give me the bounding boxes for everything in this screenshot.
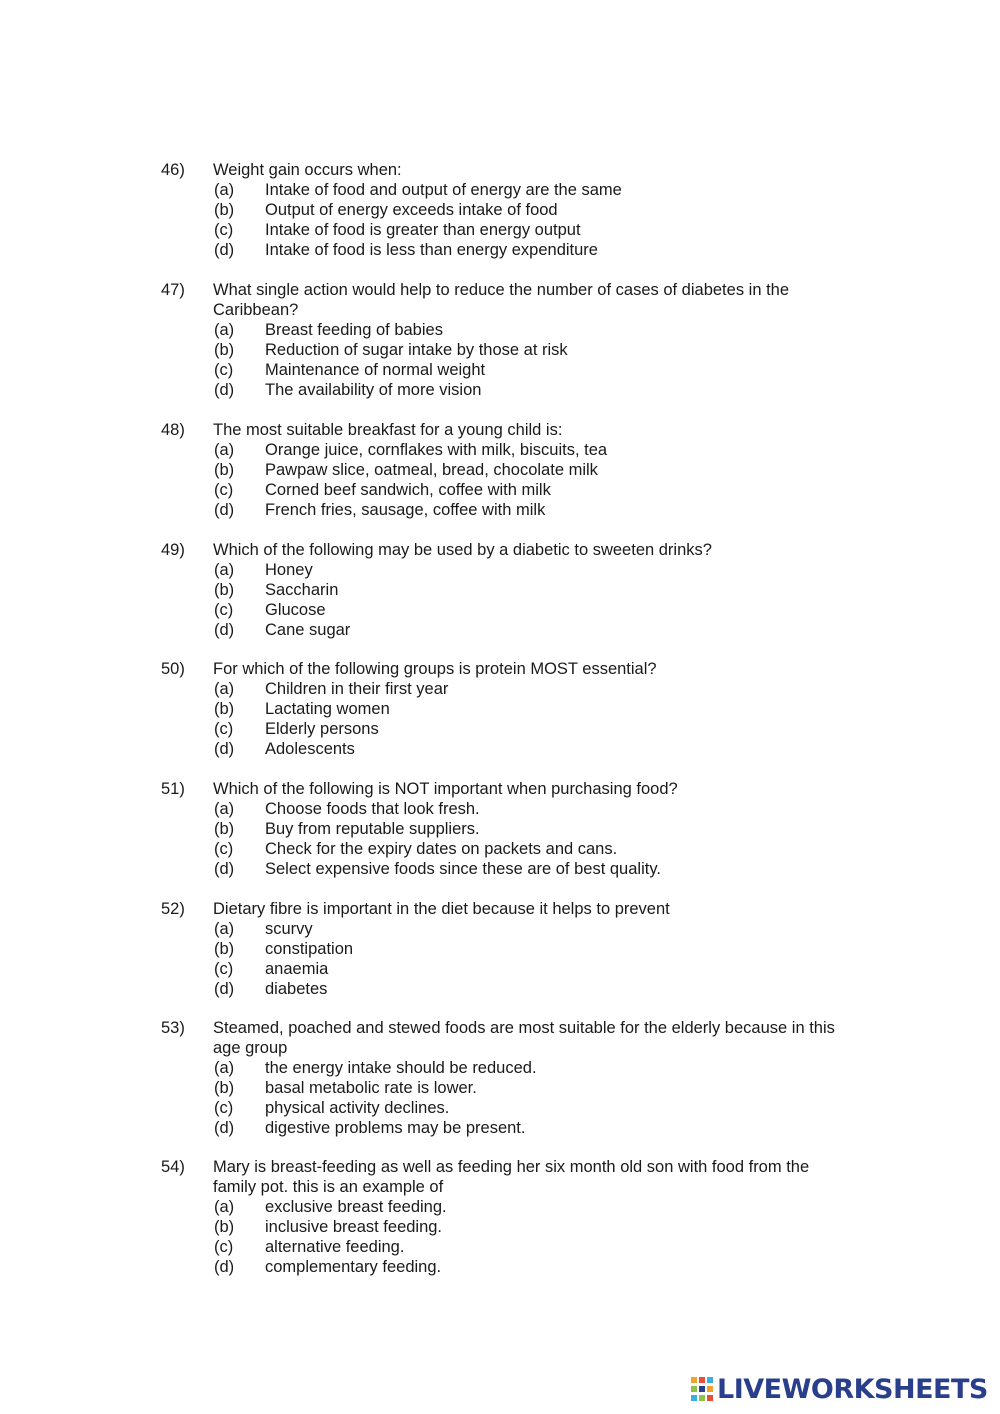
option-letter: (c) — [214, 481, 234, 499]
option-text: Check for the expiry dates on packets and cans. — [265, 840, 618, 858]
option-letter: (b) — [214, 1218, 235, 1236]
option-text: Breast feeding of babies — [265, 321, 443, 339]
question-number: 54) — [161, 1158, 185, 1176]
option-text: French fries, sausage, coffee with milk — [265, 501, 546, 519]
option-letter: (a) — [214, 181, 235, 199]
option-d[interactable] — [0, 620, 1000, 640]
question-stem: Steamed, poached and stewed foods are most suitable for the elderly because in this age group — [213, 1019, 835, 1057]
option-b[interactable] — [0, 939, 1000, 959]
option-d[interactable] — [0, 1118, 1000, 1138]
option-text: Maintenance of normal weight — [265, 361, 486, 379]
option-text: Lactating women — [265, 700, 390, 718]
option-letter: (a) — [214, 1059, 235, 1077]
liveworksheets-branding[interactable] — [691, 1373, 991, 1407]
option-letter: (d) — [214, 1119, 235, 1137]
option-d[interactable] — [0, 240, 1000, 260]
option-text: scurvy — [265, 920, 313, 938]
option-a[interactable] — [0, 1058, 1000, 1078]
option-text: Intake of food and output of energy are the same — [265, 181, 622, 199]
option-b[interactable] — [0, 1078, 1000, 1098]
option-c[interactable] — [0, 600, 1000, 620]
option-letter: (a) — [214, 561, 235, 579]
option-b[interactable] — [0, 1217, 1000, 1237]
brand-name: LIVEWORKSHEETS — [717, 1374, 988, 1405]
option-letter: (b) — [214, 461, 235, 479]
option-letter: (c) — [214, 840, 234, 858]
option-letter: (d) — [214, 621, 235, 639]
option-text: digestive problems may be present. — [265, 1119, 526, 1137]
option-text: alternative feeding. — [265, 1238, 405, 1256]
option-letter: (b) — [214, 201, 235, 219]
option-d[interactable] — [0, 739, 1000, 759]
option-letter: (c) — [214, 601, 234, 619]
question-stem: Which of the following may be used by a diabetic to sweeten drinks? — [213, 541, 712, 559]
option-letter: (a) — [214, 321, 235, 339]
option-letter: (a) — [214, 800, 235, 818]
option-c[interactable] — [0, 839, 1000, 859]
option-text: Honey — [265, 561, 313, 579]
option-a[interactable] — [0, 560, 1000, 580]
option-text: Buy from reputable suppliers. — [265, 820, 480, 838]
option-letter: (a) — [214, 920, 235, 938]
option-letter: (a) — [214, 441, 235, 459]
option-d[interactable] — [0, 380, 1000, 400]
option-c[interactable] — [0, 360, 1000, 380]
option-a[interactable] — [0, 799, 1000, 819]
option-text: The availability of more vision — [265, 381, 482, 399]
question-number: 46) — [161, 161, 185, 179]
option-letter: (d) — [214, 501, 235, 519]
question-stem: Mary is breast-feeding as well as feeding her six month old son with food from the family pot. this is an example of — [213, 1158, 810, 1196]
option-letter: (b) — [214, 581, 235, 599]
option-letter: (b) — [214, 341, 235, 359]
option-text: Glucose — [265, 601, 326, 619]
option-letter: (b) — [214, 1079, 235, 1097]
option-letter: (a) — [214, 680, 235, 698]
question-number: 50) — [161, 660, 185, 678]
option-letter: (d) — [214, 381, 235, 399]
option-c[interactable] — [0, 220, 1000, 240]
option-letter: (d) — [214, 241, 235, 259]
option-text: exclusive breast feeding. — [265, 1198, 447, 1216]
question-stem: What single action would help to reduce the number of cases of diabetes in the Caribbean? — [213, 281, 790, 319]
option-letter: (b) — [214, 940, 235, 958]
option-text: Output of energy exceeds intake of food — [265, 201, 558, 219]
option-text: Choose foods that look fresh. — [265, 800, 480, 818]
question-number: 53) — [161, 1019, 185, 1037]
option-c[interactable] — [0, 959, 1000, 979]
option-letter: (c) — [214, 361, 234, 379]
option-text: complementary feeding. — [265, 1258, 442, 1276]
option-text: Adolescents — [265, 740, 355, 758]
option-a[interactable] — [0, 1197, 1000, 1217]
option-letter: (c) — [214, 221, 234, 239]
option-letter: (d) — [214, 860, 235, 878]
option-text: Cane sugar — [265, 621, 351, 639]
option-letter: (a) — [214, 1198, 235, 1216]
option-text: physical activity declines. — [265, 1099, 450, 1117]
question-number: 48) — [161, 421, 185, 439]
question-stem: Dietary fibre is important in the diet because it helps to prevent — [213, 900, 670, 918]
option-text: Children in their first year — [265, 680, 449, 698]
option-text: Elderly persons — [265, 720, 379, 738]
option-d[interactable] — [0, 500, 1000, 520]
option-text: diabetes — [265, 980, 328, 998]
option-d[interactable] — [0, 979, 1000, 999]
option-b[interactable] — [0, 699, 1000, 719]
option-text: Select expensive foods since these are of best quality. — [265, 860, 661, 878]
option-text: Intake of food is less than energy expenditure — [265, 241, 598, 259]
option-text: inclusive breast feeding. — [265, 1218, 443, 1236]
option-a[interactable] — [0, 679, 1000, 699]
option-letter: (c) — [214, 1238, 234, 1256]
option-c[interactable] — [0, 1237, 1000, 1257]
option-letter: (d) — [214, 1258, 235, 1276]
option-b[interactable] — [0, 460, 1000, 480]
question-number: 49) — [161, 541, 185, 559]
question-stem: Which of the following is NOT important when purchasing food? — [213, 780, 678, 798]
question-stem: The most suitable breakfast for a young child is: — [213, 421, 563, 439]
option-c[interactable] — [0, 719, 1000, 739]
option-text: the energy intake should be reduced. — [265, 1059, 537, 1077]
question-stem: For which of the following groups is protein MOST essential? — [213, 660, 657, 678]
option-text: Reduction of sugar intake by those at risk — [265, 341, 568, 359]
liveworksheets-logo-icon — [691, 1377, 713, 1401]
option-text: anaemia — [265, 960, 329, 978]
option-text: Corned beef sandwich, coffee with milk — [265, 481, 551, 499]
option-a[interactable] — [0, 919, 1000, 939]
option-b[interactable] — [0, 340, 1000, 360]
option-a[interactable] — [0, 440, 1000, 460]
option-letter: (d) — [214, 740, 235, 758]
option-text: constipation — [265, 940, 354, 958]
option-letter: (d) — [214, 980, 235, 998]
option-text: Intake of food is greater than energy output — [265, 221, 581, 239]
option-text: Pawpaw slice, oatmeal, bread, chocolate milk — [265, 461, 598, 479]
option-letter: (b) — [214, 820, 235, 838]
question-number: 52) — [161, 900, 185, 918]
option-d[interactable] — [0, 1257, 1000, 1277]
option-text: Orange juice, cornflakes with milk, biscuits, tea — [265, 441, 608, 459]
option-text: basal metabolic rate is lower. — [265, 1079, 477, 1097]
option-a[interactable] — [0, 180, 1000, 200]
option-letter: (b) — [214, 700, 235, 718]
option-letter: (c) — [214, 1099, 234, 1117]
option-letter: (c) — [214, 960, 234, 978]
question-number: 47) — [161, 281, 185, 299]
option-d[interactable] — [0, 859, 1000, 879]
question-stem: Weight gain occurs when: — [213, 161, 402, 179]
option-c[interactable] — [0, 480, 1000, 500]
option-text: Saccharin — [265, 581, 339, 599]
option-b[interactable] — [0, 580, 1000, 600]
question-number: 51) — [161, 780, 185, 798]
option-a[interactable] — [0, 320, 1000, 340]
option-letter: (c) — [214, 720, 234, 738]
option-b[interactable] — [0, 200, 1000, 220]
option-b[interactable] — [0, 819, 1000, 839]
option-c[interactable] — [0, 1098, 1000, 1118]
